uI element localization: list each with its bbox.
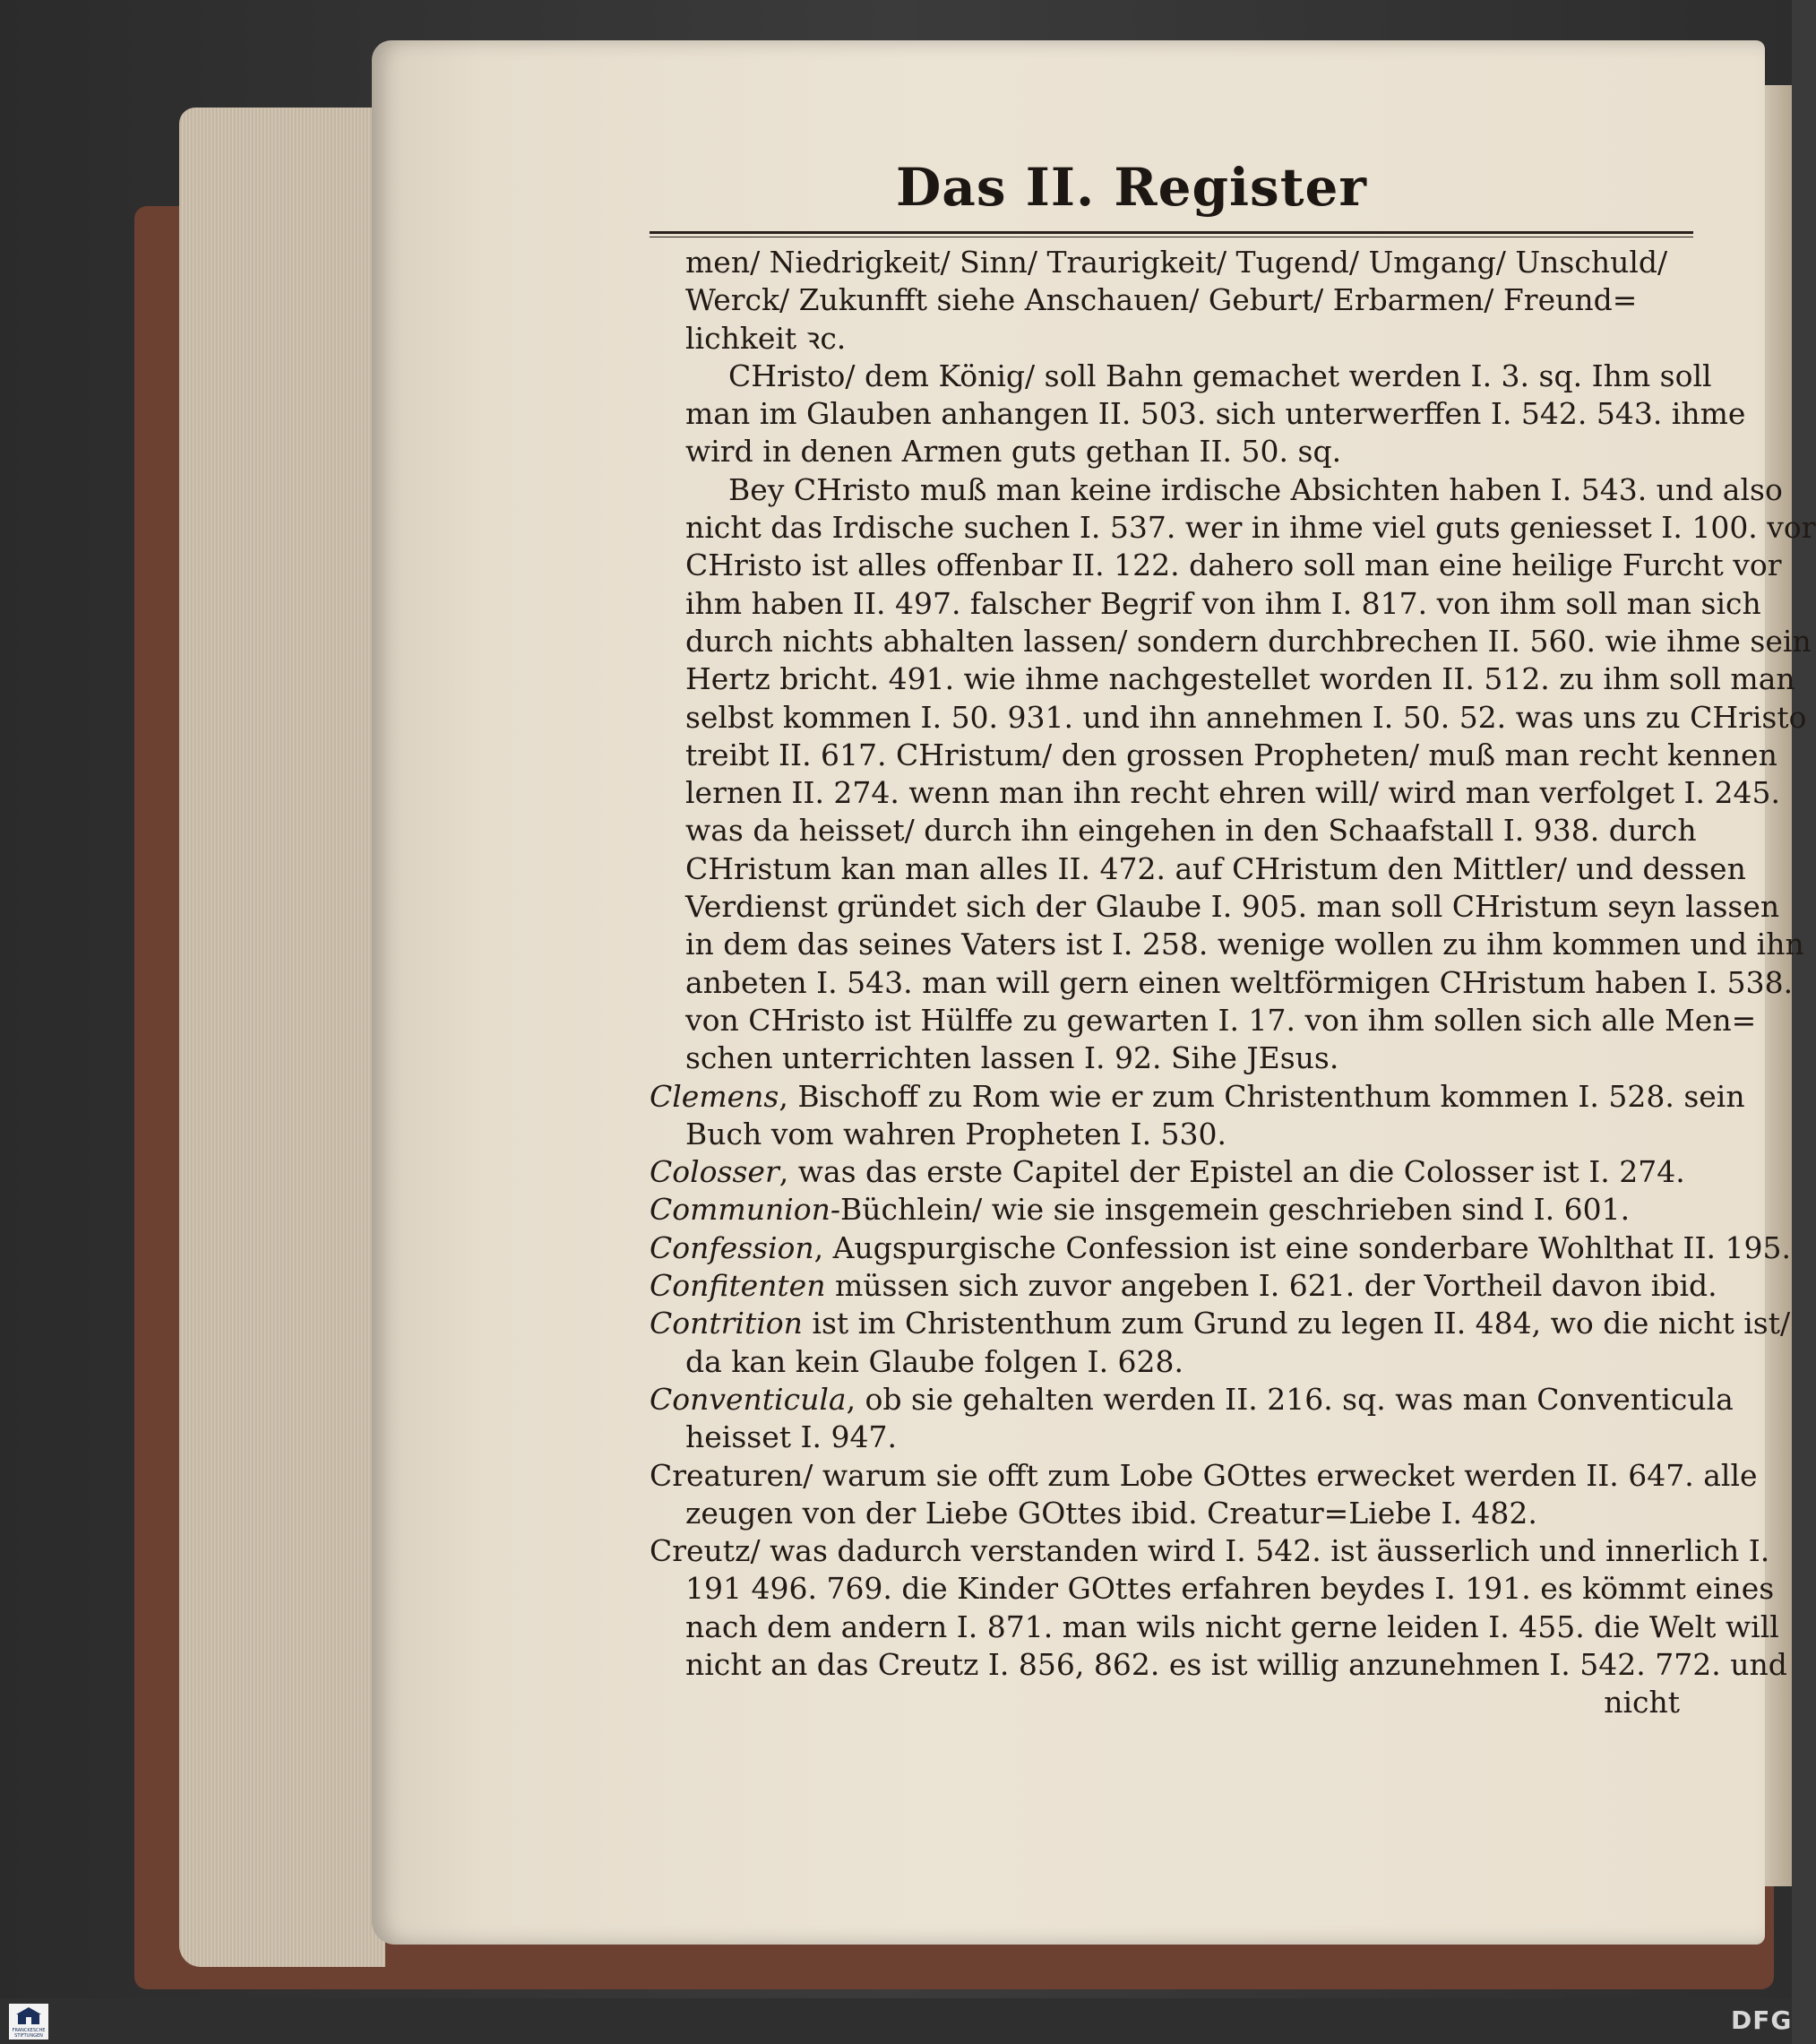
register-text (650, 244, 1816, 1722)
register-line (650, 1608, 1779, 1646)
page-stack-edge (179, 108, 385, 1967)
line-text: Buch vom wahren Propheten I. 530. (685, 1116, 1227, 1151)
line-text: men/ Niedrigkeit/ Sinn/ Traurigkeit/ Tugend/ Umgang/ Unschuld/ (685, 245, 1668, 280)
line-text: ist im Christenthum zum Grund zu legen II. 484, wo die nicht ist/ (802, 1306, 1791, 1341)
register-line (650, 585, 1761, 623)
entry-keyword: Contrition (650, 1306, 803, 1341)
line-text: in dem das seines Vaters ist I. 258. wenige wollen zu ihm kommen und ihn (685, 927, 1804, 962)
register-line (650, 547, 1782, 584)
line-text: durch nichts abhalten lassen/ sondern durchbrechen II. 560. wie ihme sein (685, 623, 1812, 659)
register-line (650, 1532, 1770, 1570)
line-text: lernen II. 274. wenn man ihn recht ehren will/ wird man verfolget I. 245. (685, 775, 1780, 811)
register-line (650, 888, 1780, 926)
library-name: FRANCKESCHE STIFTUNGEN (12, 2028, 46, 2039)
register-line (650, 244, 1698, 281)
register-line (650, 623, 1812, 660)
register-line (650, 1153, 1698, 1191)
register-line (650, 1267, 1717, 1305)
viewer-footer (0, 1998, 1792, 2044)
running-title: Das II. Register (896, 157, 1367, 218)
library-crest-icon (13, 2006, 45, 2026)
register-line (650, 1381, 1734, 1419)
line-text: anbeten I. 543. man will gern einen weltförmigen CHristum haben I. 538. (685, 964, 1794, 1000)
register-line (650, 660, 1795, 698)
line-text: was da heisset/ durch ihn eingehen in den Schaafstall I. 938. durch (685, 813, 1697, 849)
entry-keyword: Conventicula (650, 1381, 847, 1417)
line-text: Creaturen/ warum sie offt zum Lobe GOttes erwecket werden II. 647. alle (650, 1457, 1758, 1493)
line-text: schen unterrichten lassen I. 92. Sihe JEsus. (685, 1040, 1339, 1076)
line-text: Hertz bricht. 491. wie ihme nachgestellet worden II. 512. zu ihm soll man (685, 661, 1795, 697)
entry-keyword: Clemens (650, 1078, 779, 1114)
register-line (650, 812, 1698, 850)
line-text: , was das erste Capitel der Epistel an die Colosser ist I. 274. (779, 1154, 1685, 1190)
line-text: müssen sich zuvor angeben I. 621. der Vortheil davon ibid. (825, 1268, 1717, 1304)
register-line (650, 1229, 1791, 1267)
register-line (650, 1002, 1757, 1039)
register-line (650, 850, 1746, 888)
entry-keyword: Confession (650, 1229, 814, 1265)
line-text: nicht an das Creutz I. 856, 862. es ist willig anzunehmen I. 542. 772. und (685, 1646, 1787, 1682)
line-text: man im Glauben anhangen II. 503. sich unterwerffen I. 542. 543. ihme (685, 396, 1746, 432)
line-text: CHristo/ dem König/ soll Bahn gemachet werden I. 3. sq. Ihm soll (728, 358, 1712, 393)
line-text: Werck/ Zukunfft siehe Anschauen/ Geburt/ Erbarmen/ Freund= (685, 282, 1638, 318)
register-line (650, 1116, 1698, 1153)
register-line (650, 395, 1746, 433)
register-line (650, 737, 1777, 774)
line-text: Verdienst gründet sich der Glaube I. 905. man soll CHristum seyn lassen (685, 889, 1780, 925)
line-text: , Augspurgische Confession ist eine sonderbare Wohlthat II. 195. (813, 1229, 1791, 1265)
line-text: wird in denen Armen guts gethan II. 50. sq. (685, 434, 1342, 470)
entry-keyword: Colosser (650, 1154, 779, 1190)
line-text: CHristum kan man alles II. 472. auf CHristum den Mittler/ und dessen (685, 850, 1746, 886)
entry-keyword: Confitenten (650, 1268, 826, 1304)
line-text: treibt II. 617. CHristum/ den grossen Propheten/ muß man recht kennen (685, 737, 1777, 772)
line-text: heisset I. 947. (685, 1419, 897, 1455)
register-line (650, 1495, 1698, 1532)
entry-keyword: Communion- (650, 1192, 841, 1228)
line-text: Creutz/ was dadurch verstanden wird I. 542. ist äusserlich und innerlich I. (650, 1533, 1770, 1569)
line-text: selbst kommen I. 50. 931. und ihn annehmen I. 50. 52. was uns zu CHristo (685, 699, 1807, 735)
line-text: Bey CHristo muß man keine irdische Absichten haben I. 543. und also (728, 471, 1783, 507)
register-line (650, 964, 1794, 1002)
register-line (650, 774, 1780, 812)
register-line (650, 1419, 1698, 1456)
register-line (650, 433, 1698, 470)
register-line (650, 926, 1804, 963)
line-text: 191 496. 769. die Kinder GOttes erfahren beydes I. 191. es kömmt eines (685, 1571, 1775, 1607)
register-line (650, 1343, 1698, 1381)
dfg-logo: DFG (1731, 2005, 1793, 2035)
register-line (650, 1305, 1791, 1342)
register-line (650, 1039, 1698, 1077)
line-text: nicht das Irdische suchen I. 537. wer in ihme viel guts geniesset I. 100. vor (685, 510, 1816, 546)
line-text: zeugen von der Liebe GOttes ibid. Creatur=Liebe I. 482. (685, 1495, 1537, 1531)
line-text: nach dem andern I. 871. man wils nicht gerne leiden I. 455. die Welt will (685, 1608, 1779, 1644)
line-text: CHristo ist alles offenbar II. 122. dahero soll man eine heilige Furcht vor (685, 548, 1782, 583)
line-text: , Bischoff zu Rom wie er zum Christenthum kommen I. 528. sein (779, 1078, 1745, 1114)
register-line (650, 358, 1712, 395)
register-line (650, 509, 1816, 547)
register-line (650, 1646, 1787, 1684)
register-line (650, 1078, 1745, 1116)
line-text: Büchlein/ wie sie insgemein geschrieben sind I. 601. (840, 1192, 1631, 1228)
header-rule (650, 231, 1693, 234)
register-line (650, 1457, 1758, 1495)
line-text: , ob sie gehalten werden II. 216. sq. was man Conventicula (846, 1381, 1734, 1417)
line-text: lichkeit ꝛc. (685, 320, 847, 356)
register-line (650, 281, 1698, 319)
catchword: nicht (1604, 1685, 1680, 1721)
register-line (650, 471, 1783, 509)
register-line (650, 699, 1807, 737)
line-text: von CHristo ist Hülffe zu gewarten I. 17. von ihm sollen sich alle Men= (685, 1002, 1757, 1038)
line-text: ihm haben II. 497. falscher Begrif von ihm I. 817. von ihm soll man sich (685, 585, 1761, 621)
register-line (650, 1570, 1775, 1608)
register-line (650, 1191, 1698, 1229)
line-text: da kan kein Glaube folgen I. 628. (685, 1343, 1184, 1379)
register-line (650, 320, 1698, 358)
